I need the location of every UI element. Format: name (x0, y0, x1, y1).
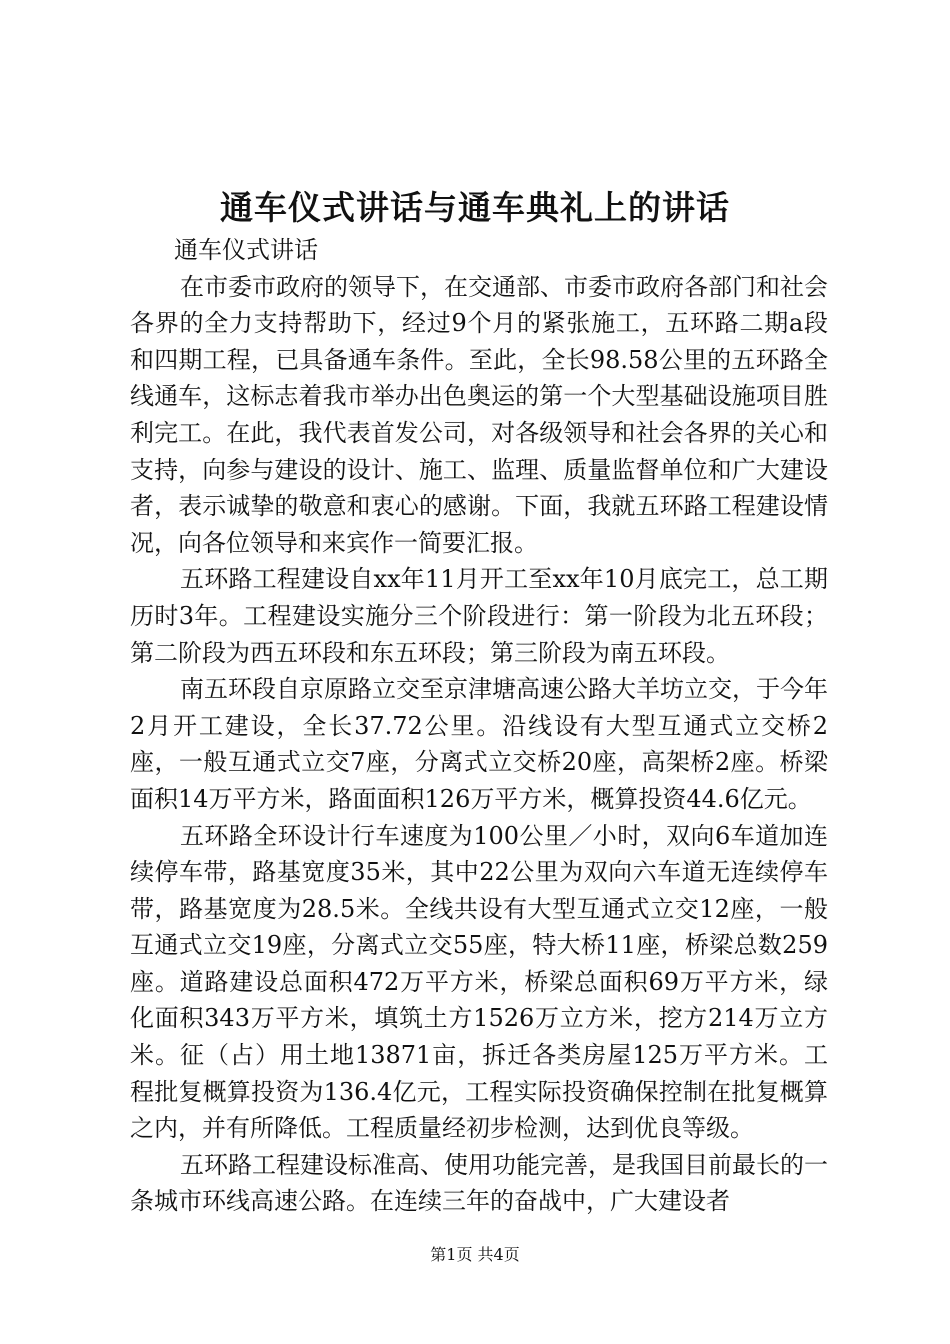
paragraph: 五环路工程建设标准高、使用功能完善，是我国目前最长的一条城市环线高速公路。在连续三年的奋战中，广大建设者 (130, 1150, 828, 1216)
paragraph: 五环路工程建设自xx年11月开工至xx年10月底完工，总工期历时3年。工程建设实施分三个阶段进行：第一阶段为北五环段；第二阶段为西五环段和东五环段；第三阶段为南五环段。 (130, 565, 828, 667)
document-title: 通车仪式讲话与通车典礼上的讲话 (220, 188, 730, 227)
page-footer: 第1页 共4页 (430, 1245, 520, 1264)
document-subtitle: 通车仪式讲话 (174, 236, 318, 264)
paragraph: 五环路全环设计行车速度为100公里／小时，双向6车道加连续停车带，路基宽度35米，其中22公里为双向六车道无连续停车带，路基宽度为28.5米。全线共设有大型互通式立交12座，一般互通式立交19座，分离式立交55座，特大桥11座，桥梁总数259座。道路建设总面积472万平方米，桥梁总面积69万平方米，绿化面积343万平方米，填筑土方1526万立方米，挖方214万立方米。征（占）用土地13871亩，拆迁各类房屋125万平方米。工程批复概算投资为136.4亿元，工程实际投资确保控制在批复概算之内，并有所降低。工程质量经初步检测，达到优良等级。 (130, 821, 828, 1143)
paragraph: 在市委市政府的领导下，在交通部、市委市政府各部门和社会各界的全力支持帮助下，经过9个月的紧张施工，五环路二期a段和四期工程，已具备通车条件。至此，全长98.58公里的五环路全线通车，这标志着我市举办出色奥运的第一个大型基础设施项目胜利完工。在此，我代表首发公司，对各级领导和社会各界的关心和支持，向参与建设的设计、施工、监理、质量监督单位和广大建设者，表示诚挚的敬意和衷心的感谢。下面，我就五环路工程建设情况，向各位领导和来宾作一简要汇报。 (130, 272, 828, 557)
paragraph: 南五环段自京原路立交至京津塘高速公路大羊坊立交，于今年2月开工建设，全长37.72公里。沿线设有大型互通式立交桥2座，一般互通式立交7座，分离式立交桥20座，高架桥2座。桥梁面积14万平方米，路面面积126万平方米，概算投资44.6亿元。 (130, 675, 828, 813)
document-body (130, 232, 828, 1220)
